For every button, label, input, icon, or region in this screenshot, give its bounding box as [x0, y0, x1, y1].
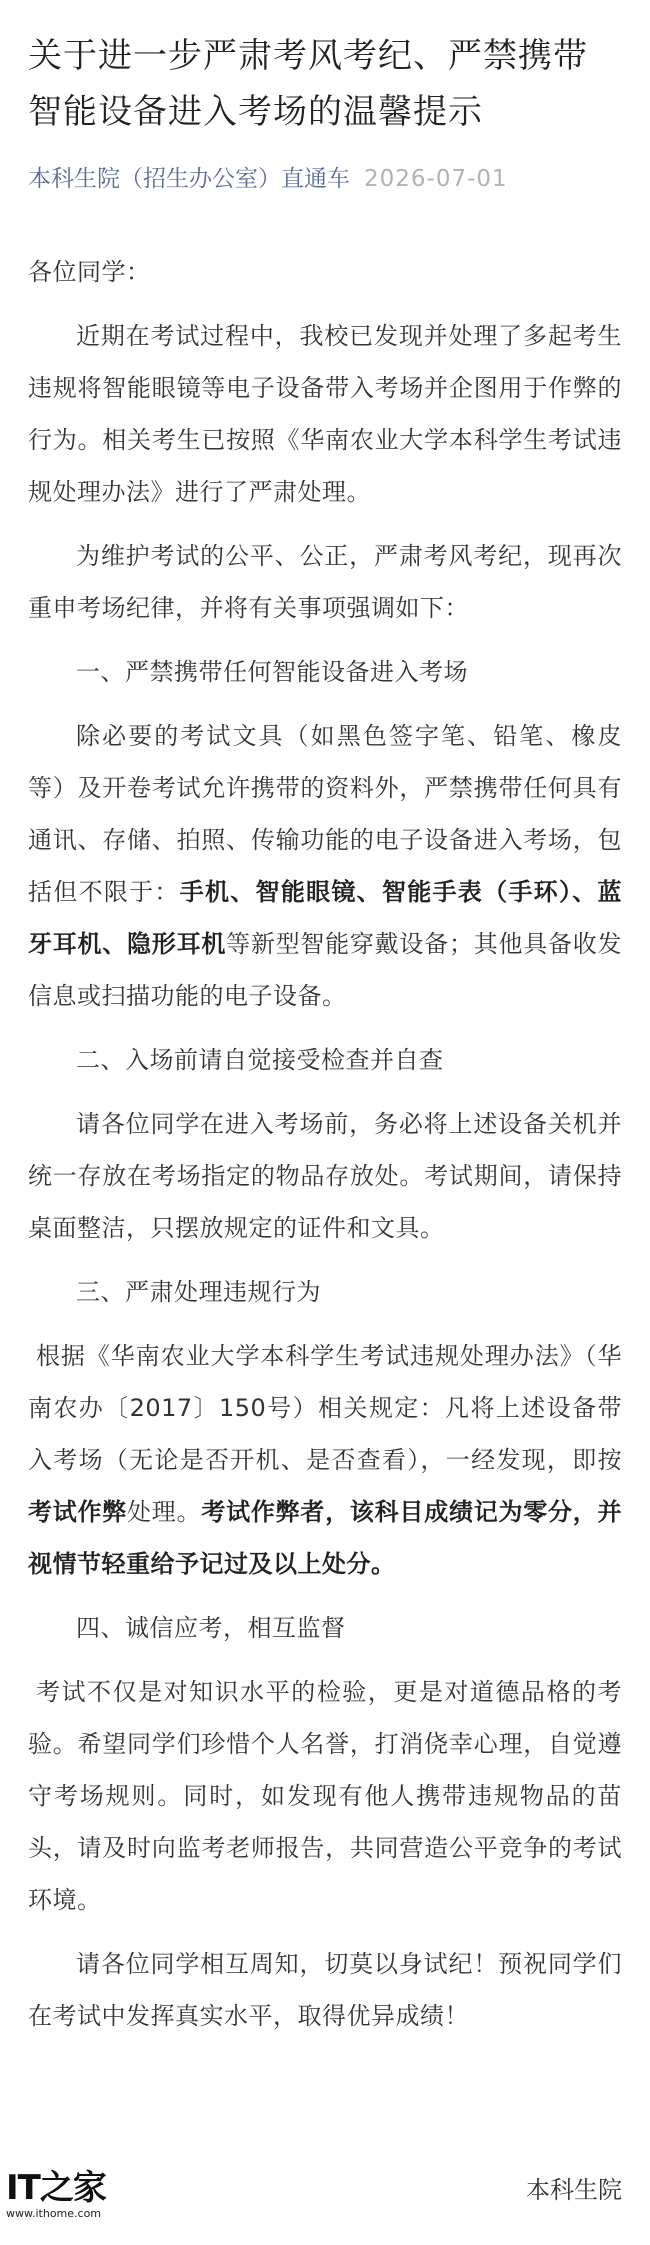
- paragraph-1: 近期在考试过程中，我校已发现并处理了多起考生违规将智能眼镜等电子设备带入考场并企图用于作弊的行为。相关考生已按照《华南农业大学本科学生考试违规处理办法》进行了严肃处理。: [28, 322, 622, 506]
- article-title: 关于进一步严肃考风考纪、严禁携带智能设备进入考场的温馨提示: [28, 36, 588, 132]
- section-heading-4: 四、诚信应考，相互监督: [76, 1614, 346, 1642]
- paragraph-3-text: 除必要的考试文具（如黑色签字笔、铅笔、橡皮等）及开卷考试允许携带的资料外，严禁携带任何具有通讯、存储、拍照、传输功能的电子设备进入考场，包括但不限于：: [28, 722, 622, 906]
- paragraph-7: 请各位同学相互周知，切莫以身试纪！预祝同学们在考试中发挥真实水平，取得优异成绩！: [28, 1950, 622, 2030]
- paragraph-5: [28, 1330, 622, 1590]
- paragraph-4: 请各位同学在进入考场前，务必将上述设备关机并统一存放在考场指定的物品存放处。考试期间，请保持桌面整洁，只摆放规定的证件和文具。: [28, 1110, 622, 1242]
- ithome-logo: IT之家: [6, 2168, 106, 2208]
- section-heading-2: 二、入场前请自觉接受检查并自查: [76, 1046, 444, 1074]
- ithome-watermark: [6, 2168, 106, 2220]
- publish-date: 2026-07-01: [364, 166, 508, 192]
- signature: 本科生院: [526, 2176, 622, 2204]
- greeting: 各位同学：: [28, 258, 151, 286]
- paragraph-2: 为维护考试的公平、公正，严肃考风考纪，现再次重申考场纪律，并将有关事项强调如下：: [28, 542, 622, 622]
- cheating-bold: 考试作弊: [28, 1498, 128, 1526]
- section-heading-1: 一、严禁携带任何智能设备进入考场: [76, 658, 468, 686]
- article-meta: [28, 162, 622, 196]
- section-heading-3: 三、严肃处理违规行为: [76, 1278, 321, 1306]
- paragraph-6: 考试不仅是对知识水平的检验，更是对道德品格的考验。希望同学们珍惜个人名誉，打消侥幸心理，自觉遵守考场规则。同时，如发现有他人携带违规物品的苗头，请及时向监考老师报告，共同营造公平竞争的考试环境。: [28, 1678, 622, 1914]
- paragraph-3: [28, 710, 622, 1022]
- penalty-bold: 考试作弊者，该科目成绩记为零分，并视情节轻重给予记过及以上处分。: [28, 1498, 623, 1578]
- paragraph-5-mid: 处理。: [127, 1498, 202, 1526]
- article-body: [28, 246, 622, 2042]
- paragraph-5-text: 根据《华南农业大学本科学生考试违规处理办法》（华南农办〔2017〕150号）相关规定：凡将上述设备带入考场（无论是否开机、是否查看），一经发现，即按: [28, 1342, 622, 1474]
- account-name-link[interactable]: 本科生院（招生办公室）直通车: [28, 166, 350, 192]
- ithome-url: www.ithome.com: [6, 2207, 102, 2220]
- paragraph-3-tail: 等新型智能穿戴设备；其他具备收发信息或扫描功能的电子设备。: [28, 930, 623, 1010]
- prohibited-devices-bold: 手机、智能眼镜、智能手表（手环）、蓝牙耳机、隐形耳机: [28, 878, 623, 958]
